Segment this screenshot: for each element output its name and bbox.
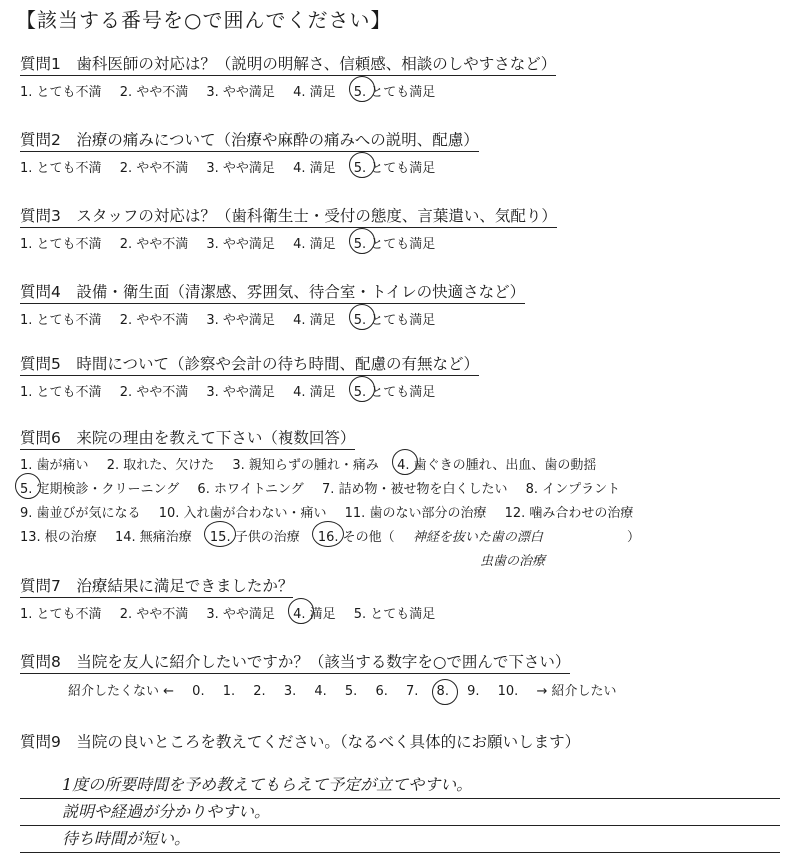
q8-score-10[interactable]: 10. [497, 684, 519, 699]
q8-score-0[interactable]: 0. [192, 684, 205, 699]
question-2 [20, 128, 780, 176]
q1-option-2[interactable]: 2. やや不満 [119, 85, 189, 100]
question-7 [20, 574, 780, 622]
q6-row-4 [20, 526, 780, 550]
q8-left-label: 紹介したくない ← [68, 684, 175, 699]
q6-other-handwritten-2: 虫歯の治療 [480, 554, 546, 569]
q6-option-7[interactable]: 7. 詰め物・被せ物を白くしたい [321, 482, 508, 497]
page-title: 【該当する番号を○で囲んでください】 [16, 8, 392, 32]
question-5 [20, 352, 780, 400]
question-9 [20, 730, 780, 753]
q8-right-label: → 紹介したい [536, 684, 617, 699]
q6-option-3[interactable]: 3. 親知らずの腫れ・痛み [232, 458, 379, 473]
q9-answer-line-1[interactable] [20, 772, 780, 799]
q5-option-4[interactable]: 4. 満足 [293, 385, 336, 400]
q1-option-1[interactable]: 1. とても不満 [20, 85, 102, 100]
question-4-title: 質問4 設備・衛生面（清潔感、雰囲気、待合室・トイレの快適さなど） [20, 280, 525, 304]
q1-option-5[interactable]: 5. とても満足 [354, 81, 436, 100]
q5-option-1[interactable]: 1. とても不満 [20, 385, 102, 400]
question-4 [20, 280, 780, 328]
q6-option-6[interactable]: 6. ホワイトニング [197, 482, 304, 497]
q8-score-6[interactable]: 6. [375, 684, 388, 699]
question-5-options [20, 381, 780, 400]
q8-score-7[interactable]: 7. [406, 684, 419, 699]
q3-option-2[interactable]: 2. やや不満 [119, 237, 189, 252]
q5-option-2[interactable]: 2. やや不満 [119, 385, 189, 400]
question-6 [20, 426, 780, 574]
question-3 [20, 204, 780, 252]
question-6-title: 質問6 来院の理由を教えて下さい（複数回答） [20, 426, 355, 450]
q8-score-2[interactable]: 2. [253, 684, 266, 699]
q3-option-3[interactable]: 3. やや満足 [206, 237, 275, 252]
q9-answer-2: 説明や経過が分かりやすい。 [62, 802, 271, 821]
q6-option-2[interactable]: 2. 取れた、欠けた [106, 458, 215, 473]
q9-answer-line-2[interactable] [20, 799, 780, 826]
q6-row-2 [20, 478, 780, 502]
q8-score-9[interactable]: 9. [467, 684, 480, 699]
q6-other-paren-close: ） [626, 530, 640, 545]
q6-option-11[interactable]: 11. 歯のない部分の治療 [344, 506, 487, 521]
q2-option-1[interactable]: 1. とても不満 [20, 161, 102, 176]
q8-score-5[interactable]: 5. [344, 684, 358, 699]
question-6-options [20, 454, 780, 574]
q4-option-4[interactable]: 4. 満足 [293, 313, 336, 328]
q6-option-14[interactable]: 14. 無痛治療 [114, 530, 192, 545]
q2-option-4[interactable]: 4. 満足 [293, 161, 336, 176]
q6-option-5[interactable]: 5. 定期検診・クリーニング [20, 478, 179, 502]
q6-option-12[interactable]: 12. 噛み合わせの治療 [504, 506, 634, 521]
q8-score-4[interactable]: 4. [314, 684, 327, 699]
q1-option-3[interactable]: 3. やや満足 [206, 85, 275, 100]
question-3-options [20, 233, 780, 252]
q6-option-8[interactable]: 8. インプラント [525, 482, 621, 497]
q4-option-1[interactable]: 1. とても不満 [20, 313, 102, 328]
question-4-options [20, 309, 780, 328]
q4-option-3[interactable]: 3. やや満足 [206, 313, 275, 328]
q2-option-3[interactable]: 3. やや満足 [206, 161, 275, 176]
question-1 [20, 52, 780, 100]
q7-option-5[interactable]: 5. とても満足 [353, 607, 436, 622]
q2-option-2[interactable]: 2. やや不満 [119, 161, 189, 176]
q2-option-5[interactable]: 5. とても満足 [354, 157, 436, 176]
q9-answer-line-3[interactable] [20, 826, 780, 853]
question-8-title: 質問8 当院を友人に紹介したいですか？（該当する数字を○で囲んで下さい） [20, 650, 570, 674]
question-8 [20, 650, 780, 699]
q6-row-3 [20, 502, 780, 526]
q7-option-3[interactable]: 3. やや満足 [206, 607, 275, 622]
question-9-title: 質問9 当院の良いところを教えてください。（なるべく具体的にお願いします） [20, 733, 581, 751]
q9-answer-lines [20, 772, 780, 853]
q1-option-4[interactable]: 4. 満足 [293, 85, 336, 100]
q6-row-5 [20, 550, 780, 574]
q7-option-2[interactable]: 2. やや不満 [119, 607, 189, 622]
q3-option-4[interactable]: 4. 満足 [293, 237, 336, 252]
q9-answer-3: 待ち時間が短い。 [62, 829, 191, 848]
question-7-options [20, 603, 780, 622]
question-2-options [20, 157, 780, 176]
q6-option-15[interactable]: 15. 子供の治療 [210, 526, 300, 550]
question-7-title: 質問7 治療結果に満足できましたか？ [20, 574, 293, 598]
q8-score-3[interactable]: 3. [283, 684, 297, 699]
q6-option-9[interactable]: 9. 歯並びが気になる [20, 506, 141, 521]
question-8-scale [68, 680, 780, 699]
q5-option-3[interactable]: 3. やや満足 [206, 385, 275, 400]
q3-option-1[interactable]: 1. とても不満 [20, 237, 102, 252]
q8-score-8[interactable]: 8. [436, 684, 449, 699]
question-1-title: 質問1 歯科医師の対応は？（説明の明解さ、信頼感、相談のしやすさなど） [20, 52, 556, 76]
q5-option-5[interactable]: 5. とても満足 [354, 381, 436, 400]
q6-option-13[interactable]: 13. 根の治療 [20, 530, 97, 545]
q3-option-5[interactable]: 5. とても満足 [354, 233, 436, 252]
q7-option-4[interactable]: 4. 満足 [293, 603, 336, 622]
question-2-title: 質問2 治療の痛みについて（治療や麻酔の痛みへの説明、配慮） [20, 128, 479, 152]
q8-score-1[interactable]: 1. [222, 684, 236, 699]
question-5-title: 質問5 時間について（診察や会計の待ち時間、配慮の有無など） [20, 352, 479, 376]
q6-option-4[interactable]: 4. 歯ぐきの腫れ、出血、歯の動揺 [397, 454, 596, 478]
q4-option-5[interactable]: 5. とても満足 [354, 309, 436, 328]
q6-other-handwritten-1: 神経を抜いた歯の漂白 [412, 530, 543, 545]
question-3-title: 質問3 スタッフの対応は？（歯科衛生士・受付の態度、言葉遣い、気配り） [20, 204, 557, 228]
q6-option-16[interactable]: 16. その他（ [318, 526, 395, 550]
question-1-options [20, 81, 780, 100]
q6-row-1 [20, 454, 780, 478]
q9-answer-1: 1度の所要時間を予め教えてもらえて予定が立てやすい。 [62, 775, 473, 794]
q7-option-1[interactable]: 1. とても不満 [20, 607, 102, 622]
q6-option-1[interactable]: 1. 歯が痛い [20, 458, 89, 473]
q4-option-2[interactable]: 2. やや不満 [119, 313, 189, 328]
q6-option-10[interactable]: 10. 入れ歯が合わない・痛い [158, 506, 327, 521]
